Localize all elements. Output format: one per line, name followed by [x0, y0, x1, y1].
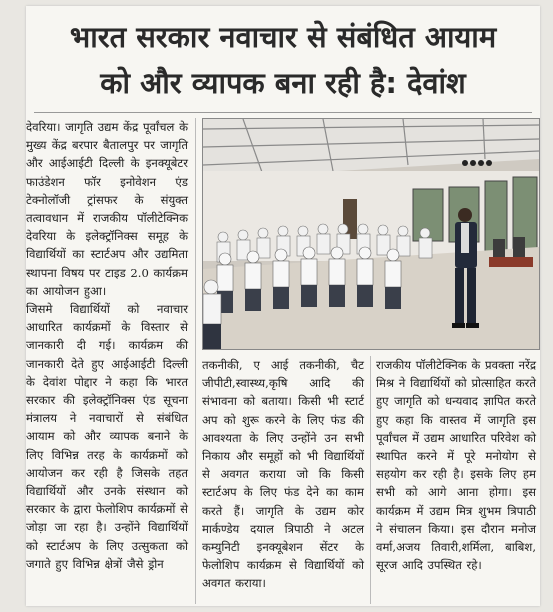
- article-column-2: तकनीकी, ए आई तकनीकी, चैट जीपीटी,स्वास्थ्य,कृषि आदि की संभावना को बताया। किसी भी स्टार्ट अप को शुरू करने के लिए फंड की आवश्यता के लिए उन्होंने उन सभी निकाय और समूहों को भी विद्यार्थियों से अवगत कराया जो कि किसी स्टार्टअप के लिए फंड देने का काम करते हैं। जागृति के उद्यम कोर मार्कण्डेय दयाल त्रिपाठी ने अटल कम्युनिटी इनक्यूबेशन सेंटर के फेलोशिप कार्यक्रम से विद्यार्थियों को अवगत कराया।: [202, 358, 364, 591]
- headline-line-2: को और व्यापक बना रही है: देवांश: [100, 66, 466, 100]
- headline: [26, 14, 540, 106]
- event-photo: [202, 118, 540, 350]
- column-divider: [195, 118, 196, 604]
- newspaper-clipping: [26, 6, 540, 606]
- article-paragraph-1: देवरिया। जागृति उद्यम केंद्र पूर्वांचल के मुख्य केंद्र बरपार बैतालपुर पर जागृति और आईआईटी दिल्ली के इनक्यूबेटर फाउंडेशन फॉर इनोवेशन एंड टेक्नोलॉजी ट्रांसफर के संयुक्त तत्वावधान में राजकीय पॉलीटेक्निक देवरिया के इलेक्ट्रॉनिक्स समूह के विद्यार्थियों का स्टार्टअप और उद्यमिता स्थापना विषय पर टाइड 2.0 कार्यक्रम का आयोजन हुआ।: [26, 120, 188, 298]
- headline-rule: [34, 112, 532, 113]
- column-divider: [370, 356, 371, 604]
- article-column-1: [26, 118, 188, 573]
- article-paragraph-2: जिसमे विद्यार्थियों को नवाचार आधारित कार्यक्रमों के विस्तार से जानकारी दी गई। कार्यक्रम की जानकारी देते हुए आईआईटी दिल्ली के देवांश पोद्दार ने कहा कि भारत सरकार की इलेक्ट्रॉनिक्स एंड सूचना मंत्रालय ने नवाचारों से संबंधित आयाम को और व्यापक बनाने के लिए विभिन्न तरह के कार्यक्रमों को आयोजन कर रही है जिसके तहत विद्यार्थियों और उनके संस्थान को सरकार के द्वारा फेलोशिप कार्यक्रमों से जोड़ा जा रहा है। उन्होंने विद्यार्थियों को स्टार्टअप के लिए उत्सुकता को जगाते हुए विभिन्न क्षेत्रों जैसे ड्रोन: [26, 302, 188, 571]
- article-column-3: राजकीय पॉलीटेक्निक के प्रवक्ता नरेंद्र मिश्र ने विद्यार्थियों को प्रोत्साहित करते हुए जागृति को धन्यवाद ज्ञापित करते हुए कहा कि वास्तव में जागृति इस पूर्वांचल में उद्यम आधारित परिवेश को स्थापित करने में पूरे मनोयोग से सहयोग कर रही है। इसके लिए हम सभी को आगे आना होगा। इस कार्यक्रम में उद्यम मित्र शुभम त्रिपाठी ने संचालन किया। इस दौरान मनोज वर्मा,अजय तिवारी,शर्मिला, बाबिश, सूरज आदि उपस्थित रहे।: [376, 358, 536, 573]
- headline-line-1: भारत सरकार नवाचार से संबंधित आयाम: [69, 20, 497, 54]
